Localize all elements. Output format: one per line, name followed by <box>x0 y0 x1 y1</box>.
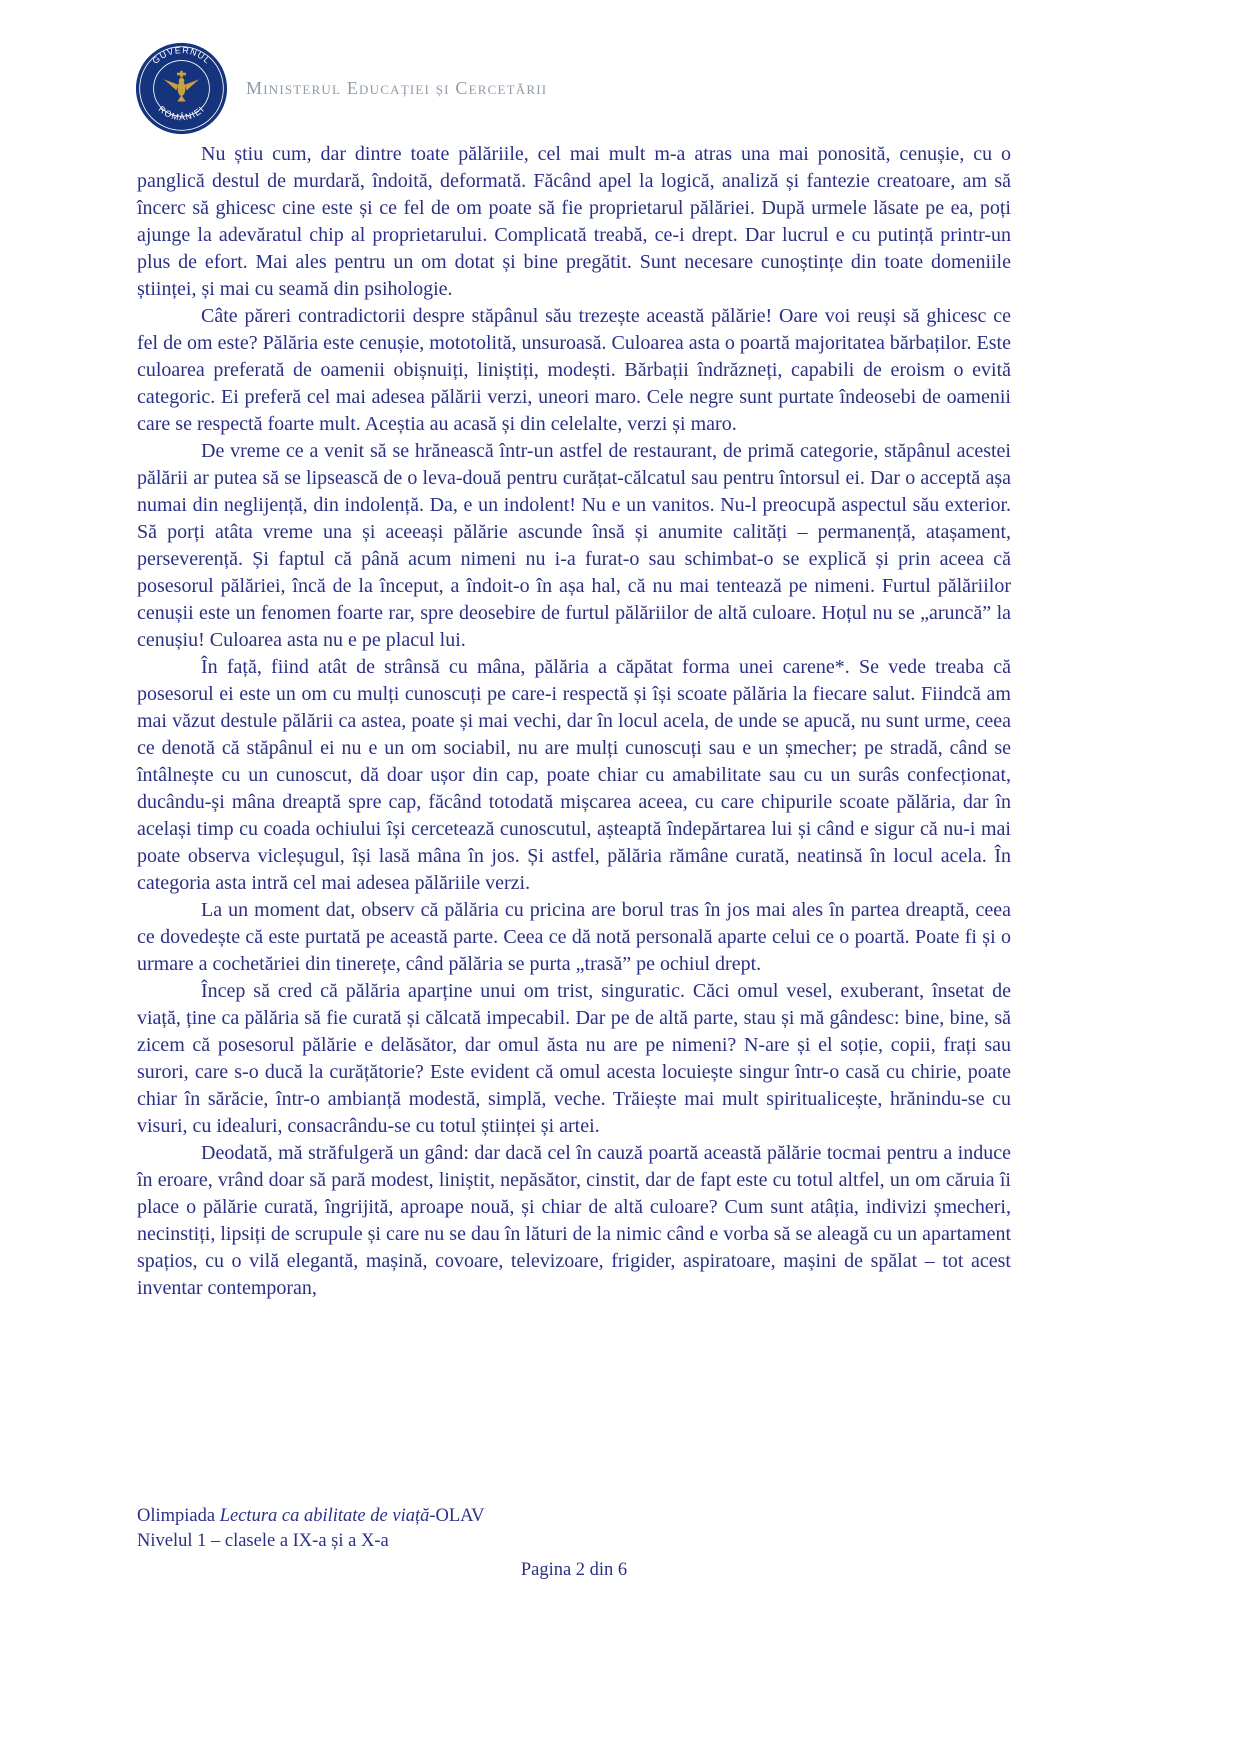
document-footer <box>137 1504 1011 1583</box>
olympiad-title-italic: Lectura ca abilitate de viață <box>219 1506 430 1526</box>
olympiad-title-prefix: Olimpiada <box>137 1506 220 1526</box>
paragraph: Deodată, mă străfulgeră un gând: dar dacă cel în cauză poartă această pălărie tocmai pentru a induce în eroare, vrând doar să pară modest, liniștit, nepăsător, cinstit, dar de fapt este cu totul altfel, un om căruia îi place o pălărie curată, îngrijită, aproape nouă, și chiar de altă culoare? Cum sunt atâția, indivizi șmecheri, necinstiți, lipsiți de scrupule și care nu se dau în lături de la nimic când e vorba să se aleagă cu un apartament spațios, cu o vilă elegantă, mașină, covoare, televizoare, frigider, aspiratoare, mașini de spălat – tot acest inventar contemporan, <box>137 1142 1011 1299</box>
paragraph: Încep să cred că pălăria aparține unui om trist, singuratic. Căci omul vesel, exuberant, însetat de viață, ține ca pălăria să fie curată și călcată impecabil. Dar pe de altă parte, stau și mă gândesc: bine, bine, să zicem că posesorul pălărie e delăsător, dar omul ăsta nu are pe nimeni? N-are și el soție, copii, frați sau surori, care s-o ducă la curățătorie? Este evident că omul acesta locuiește singur într-o casă cu chirie, poate chiar în sărăcie, într-o ambianță modestă, simplă, veche. Trăiește mai mult spiritualicește, hrănindu-se cu visuri, cu idealuri, consacrându-se cu totul științei și artei. <box>137 980 1011 1137</box>
paragraph: În față, fiind atât de strânsă cu mâna, pălăria a căpătat forma unei carene*. Se vede treaba că posesorul ei este un om cu mulți cunoscuți pe care-i respectă și își scoate pălăria la fiecare salut. Fiindcă am mai văzut destule pălării ca astea, poate și mai vechi, dar în locul acela, de unde se apucă, nu sunt urme, ceea ce denotă că stăpânul ei nu e un om sociabil, nu are mulți cunoscuți sau e un șmecher; pe stradă, când se întâlnește cu un cunoscut, dă doar ușor din cap, poate chiar cu amabilitate sau cu un surâs confecționat, ducându-și mâna dreaptă spre cap, făcând totodată mișcarea aceea, cu care chipurile scoate pălăria, dar în același timp cu coada ochiului își cercetează cunoscutul, așteaptă îndepărtarea lui și când e sigur că nu-i mai poate observa vicleșugul, își lasă mâna în jos. Și astfel, pălăria rămâne curată, neatinsă în locul acela. În categoria asta intră cel mai adesea pălăriile verzi. <box>137 656 1011 894</box>
page-number: Pagina 2 din 6 <box>520 1560 628 1580</box>
paragraph: Nu știu cum, dar dintre toate pălăriile, cel mai mult m-a atras una mai ponosită, cenușie, cu o panglică destul de murdară, îndoită, deformată. Făcând apel la logică, analiză și fantezie creatoare, am să încerc să ghicesc cine este și ce fel de om poate să fie proprietarul pălăriei. După urmele lăsate pe ea, poți ajunge la adevăratul chip al proprietarului. Complicată treabă, ce-i drept. Dar lucrul e cu putință printr-un plus de efort. Mai ales pentru un om dotat și bine pregătit. Sunt necesare cunoștințe din toate domeniile științei, și mai cu seamă din psihologie. <box>137 143 1011 300</box>
document-header <box>135 42 547 135</box>
paragraph: Câte păreri contradictorii despre stăpânul său trezește această pălărie! Oare voi reuși să ghicesc ce fel de om este? Pălăria este cenușie, mototolită, unsuroasă. Culoarea asta o poartă majoritatea bărbaților. Este culoarea preferată de oamenii obișnuiți, liniștiți, modești. Bărbații îndrăzneți, capabili de eroism o evită categoric. Ei preferă cel mai adesea pălării verzi, uneori maro. Cele negre sunt purtate îndeosebi de oamenii care se respectă foarte mult. Aceștia au acasă și din celelalte, verzi și maro. <box>137 305 1011 435</box>
seal-top-text: GUVERNUL <box>150 45 213 66</box>
seal-bottom-text: ROMÂNIEI <box>156 103 207 123</box>
paragraph: La un moment dat, observ că pălăria cu pricina are borul tras în jos mai ales în partea dreaptă, ceea ce dovedește că este purtată pe această parte. Ceea ce dă notă personală aparte celui ce o poartă. Poate fi și o urmare a cochetăriei din tinerețe, când pălăria se purta „trasă” pe ochiul drept. <box>137 899 1011 975</box>
government-of-romania-seal-icon <box>135 42 228 135</box>
level-line: Nivelul 1 – clasele a IX-a și a X-a <box>137 1531 389 1551</box>
ministry-title: Ministerul Educației și Cercetării <box>246 78 548 98</box>
olympiad-title-line <box>137 1504 1011 1529</box>
document-body <box>137 141 1011 1302</box>
paragraph: De vreme ce a venit să se hrănească într-un astfel de restaurant, de primă categorie, stăpânul acestei pălării ar putea să se lipsească de o leva-două pentru curățat-călcatul sau pentru întorsul ei. Dar o acceptă așa numai din neglijență, din indolență. Da, e un indolent! Nu e un vanitos. Nu-l preocupă aspectul său exterior. Să porți atâta vreme una și aceeași pălărie ascunde însă și anumite calități – permanență, atașament, perseverență. Și faptul că până acum nimeni nu i-a furat-o sau schimbat-o se explică și prin aceea că posesorul pălăriei, încă de la început, a îndoit-o în așa hal, că nu mai tentează pe nimeni. Furtul pălăriilor cenușii este un fenomen foarte rar, spre deosebire de furtul pălăriilor de altă culoare. Hoțul nu se „aruncă” la cenușiu! Culoarea asta nu e pe placul lui. <box>137 440 1011 651</box>
olympiad-title-suffix: -OLAV <box>429 1506 485 1526</box>
